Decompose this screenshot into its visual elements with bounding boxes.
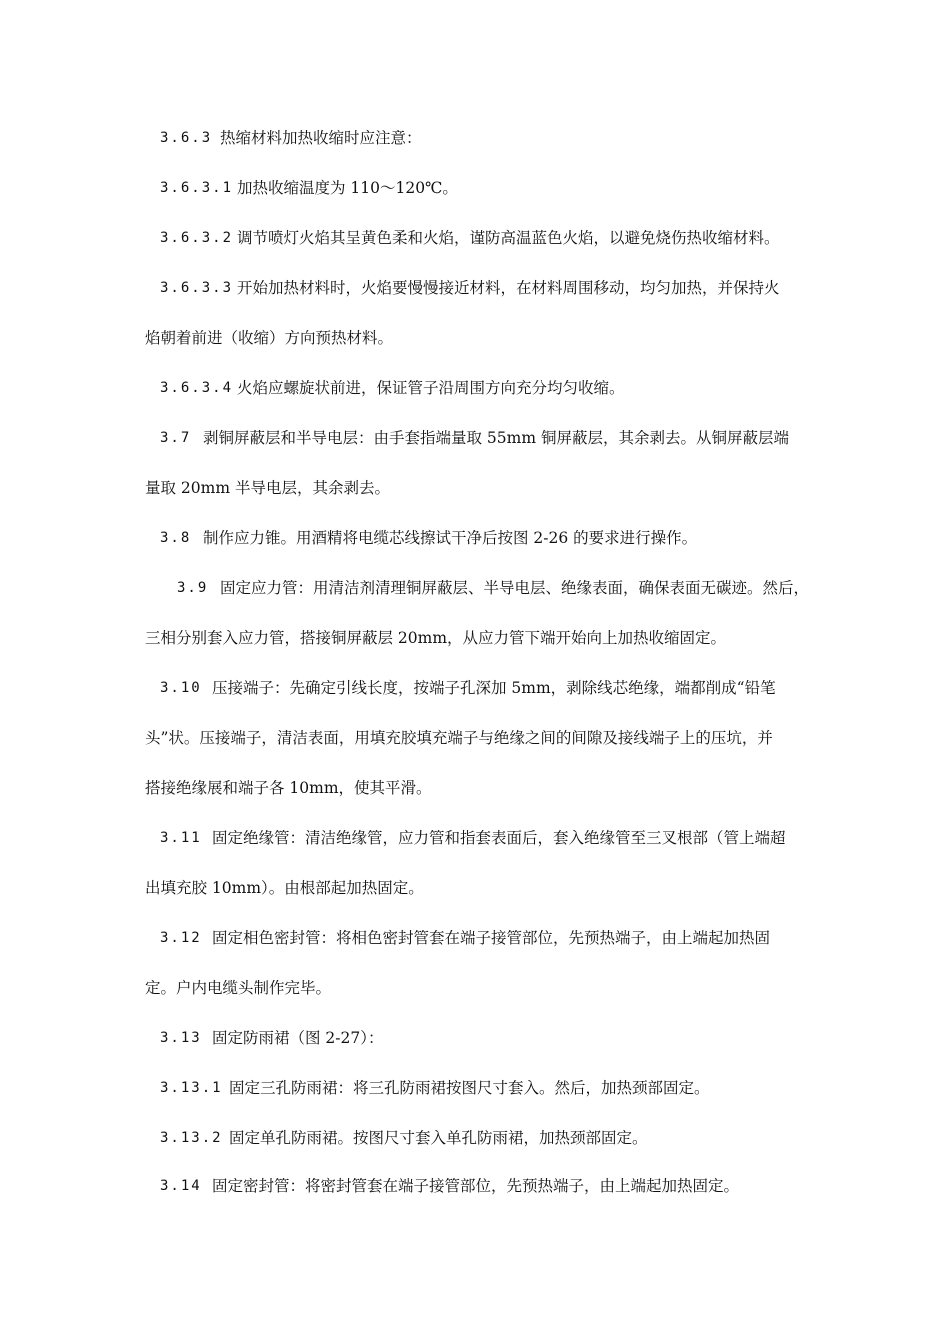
section-number: 3.11 — [160, 830, 202, 846]
paragraph-text: 火焰应螺旋状前进，保证管子沿周围方向充分均匀收缩。 — [237, 379, 625, 397]
paragraph-text: 量取 20mm 半导电层，其余剥去。 — [145, 479, 390, 497]
paragraph-text: 热缩材料加热收缩时应注意： — [220, 129, 422, 147]
section-number: 3.13.2 — [160, 1130, 223, 1146]
paragraph-text: 头”状。压接端子，清洁表面，用填充胶填充端子与绝缘之间的间隙及接线端子上的压坑，并 — [145, 729, 773, 747]
paragraph-text: 加热收缩温度为 110～120℃。 — [237, 179, 458, 197]
paragraph-text: 剥铜屏蔽层和半导电层：由手套指端量取 55mm 铜屏蔽层，其余剥去。从铜屏蔽层端 — [203, 429, 789, 447]
paragraph-text: 制作应力锥。用酒精将电缆芯线擦试干净后按图 2-26 的要求进行操作。 — [203, 529, 698, 547]
section-number: 3.9 — [177, 580, 209, 596]
paragraph-text: 固定绝缘管：清洁绝缘管，应力管和指套表面后，套入绝缘管至三叉根部（管上端超 — [212, 829, 786, 847]
section-number: 3.6.3.4 — [160, 380, 234, 396]
section-number: 3.13.1 — [160, 1080, 223, 1096]
section-number: 3.12 — [160, 930, 202, 946]
paragraph-text: 出填充胶 10mm）。由根部起加热固定。 — [145, 879, 424, 897]
paragraph-text: 开始加热材料时，火焰要慢慢接近材料，在材料周围移动，均匀加热，并保持火 — [237, 279, 780, 297]
section-number: 3.13 — [160, 1030, 202, 1046]
section-number: 3.14 — [160, 1178, 202, 1194]
section-number: 3.6.3.1 — [160, 180, 234, 196]
paragraph-text: 焰朝着前进（收缩）方向预热材料。 — [145, 329, 394, 347]
section-number: 3.6.3 — [160, 130, 213, 146]
paragraph-text: 压接端子：先确定引线长度，按端子孔深加 5mm，剥除线芯绝缘，端都削成“铅笔 — [212, 679, 776, 697]
paragraph-text: 固定防雨裙（图 2-27）： — [212, 1029, 384, 1047]
section-number: 3.6.3.3 — [160, 280, 234, 296]
paragraph-text: 固定单孔防雨裙。按图尺寸套入单孔防雨裙，加热颈部固定。 — [229, 1129, 648, 1147]
paragraph-text: 搭接绝缘展和端子各 10mm，使其平滑。 — [145, 779, 432, 797]
section-number: 3.8 — [160, 530, 192, 546]
section-number: 3.6.3.2 — [160, 230, 234, 246]
paragraph-text: 定。户内电缆头制作完毕。 — [145, 979, 332, 997]
paragraph-text: 固定相色密封管：将相色密封管套在端子接管部位，先预热端子，由上端起加热固 — [212, 929, 771, 947]
paragraph-text: 固定应力管：用清洁剂清理铜屏蔽层、半导电层、绝缘表面，确保表面无碳迹。然后， — [220, 579, 810, 597]
paragraph-text: 固定密封管：将密封管套在端子接管部位，先预热端子，由上端起加热固定。 — [212, 1177, 740, 1195]
paragraph-text: 固定三孔防雨裙：将三孔防雨裙按图尺寸套入。然后，加热颈部固定。 — [229, 1079, 710, 1097]
paragraph-text: 调节喷灯火焰其呈黄色柔和火焰，谨防高温蓝色火焰，以避免烧伤热收缩材料。 — [237, 229, 780, 247]
paragraph-text: 三相分别套入应力管，搭接铜屏蔽层 20mm，从应力管下端开始向上加热收缩固定。 — [145, 629, 727, 647]
section-number: 3.7 — [160, 430, 192, 446]
section-number: 3.10 — [160, 680, 202, 696]
